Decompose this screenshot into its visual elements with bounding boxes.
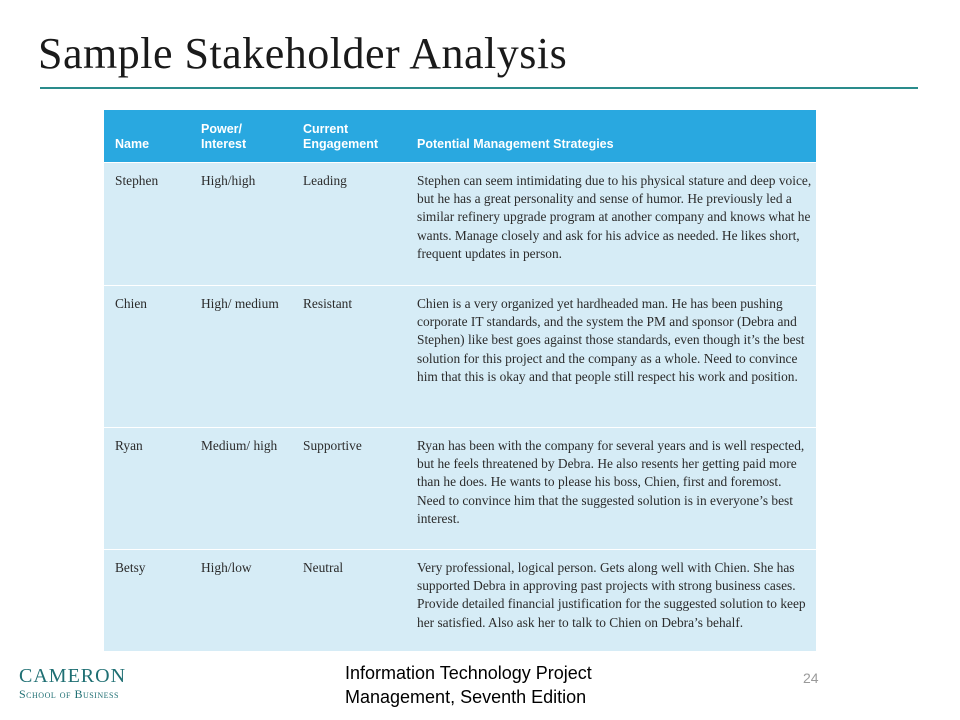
cell-power: High/ medium [201, 295, 279, 311]
cell-name: Betsy [115, 559, 146, 575]
table-header-row [104, 110, 816, 162]
stakeholder-table [104, 110, 816, 651]
header-name: Name [115, 136, 150, 151]
table-row [104, 162, 816, 285]
cell-name: Chien [115, 295, 147, 311]
cell-power: High/high [201, 172, 256, 188]
header-current-engagement [292, 110, 406, 162]
header-strategies: Potential Management Strategies [417, 136, 614, 151]
footer-line1: Information Technology Project [345, 663, 592, 683]
table-row [104, 549, 816, 651]
header-power-interest [190, 110, 292, 162]
footer-citation [345, 661, 705, 709]
cell-engagement: Resistant [303, 295, 353, 311]
cell-power: High/low [201, 559, 252, 575]
footer-line2: Management, Seventh Edition [345, 687, 587, 707]
title-divider [40, 87, 918, 89]
cell-engagement: Leading [303, 172, 347, 188]
header-engagement-line2: Engagement [303, 136, 379, 151]
cell-name: Ryan [115, 437, 143, 453]
cell-engagement: Supportive [303, 437, 362, 453]
table-row [104, 427, 816, 549]
cell-strategy: Very professional, logical person. Gets along well with Chien. She has supported Debra in approving past projects with strong business cases. Provide detailed financial justification for the suggested solution to keep her satisfied. Also ask her to talk to Chien on Debra’s behalf. [417, 559, 806, 630]
cell-engagement: Neutral [303, 559, 344, 575]
cell-power: Medium/ high [201, 437, 278, 453]
cell-strategy: Chien is a very organized yet hardheaded man. He has been pushing corporate IT standards, and the system the PM and sponsor (Debra and Stephen) like best goes against those standards, even though it’s the best solution for this project and the company as a whole. Need to convince him that this is okay and that people still respect his work and position. [417, 295, 805, 385]
cell-strategy: Stephen can seem intimidating due to his physical stature and deep voice, but he has a great personality and sense of humor. He previously led a similar refinery upgrade program at another company and knows what he wants. Manage closely and ask for his advice as needed. He likes short, frequent updates in person. [417, 172, 812, 262]
slide-title: Sample Stakeholder Analysis [38, 29, 568, 78]
cell-strategy: Ryan has been with the company for several years and is well respected, but he feels threatened by Debra. He also resents her getting paid more than he does. He wants to please his boss, Chien, first and foremost. Need to convince him that the suggested solution is in everyone’s best interest. [417, 437, 805, 527]
cell-name: Stephen [115, 172, 159, 188]
header-power-line1: Power/ [201, 121, 242, 136]
header-power-line2: Interest [201, 136, 247, 151]
logo-main-text: CAMERON [19, 665, 127, 687]
cameron-logo [19, 666, 126, 702]
page-number: 24 [803, 670, 819, 686]
header-engagement-line1: Current [303, 121, 349, 136]
logo-sub-text: School of Business [19, 687, 119, 701]
table-row [104, 285, 816, 427]
